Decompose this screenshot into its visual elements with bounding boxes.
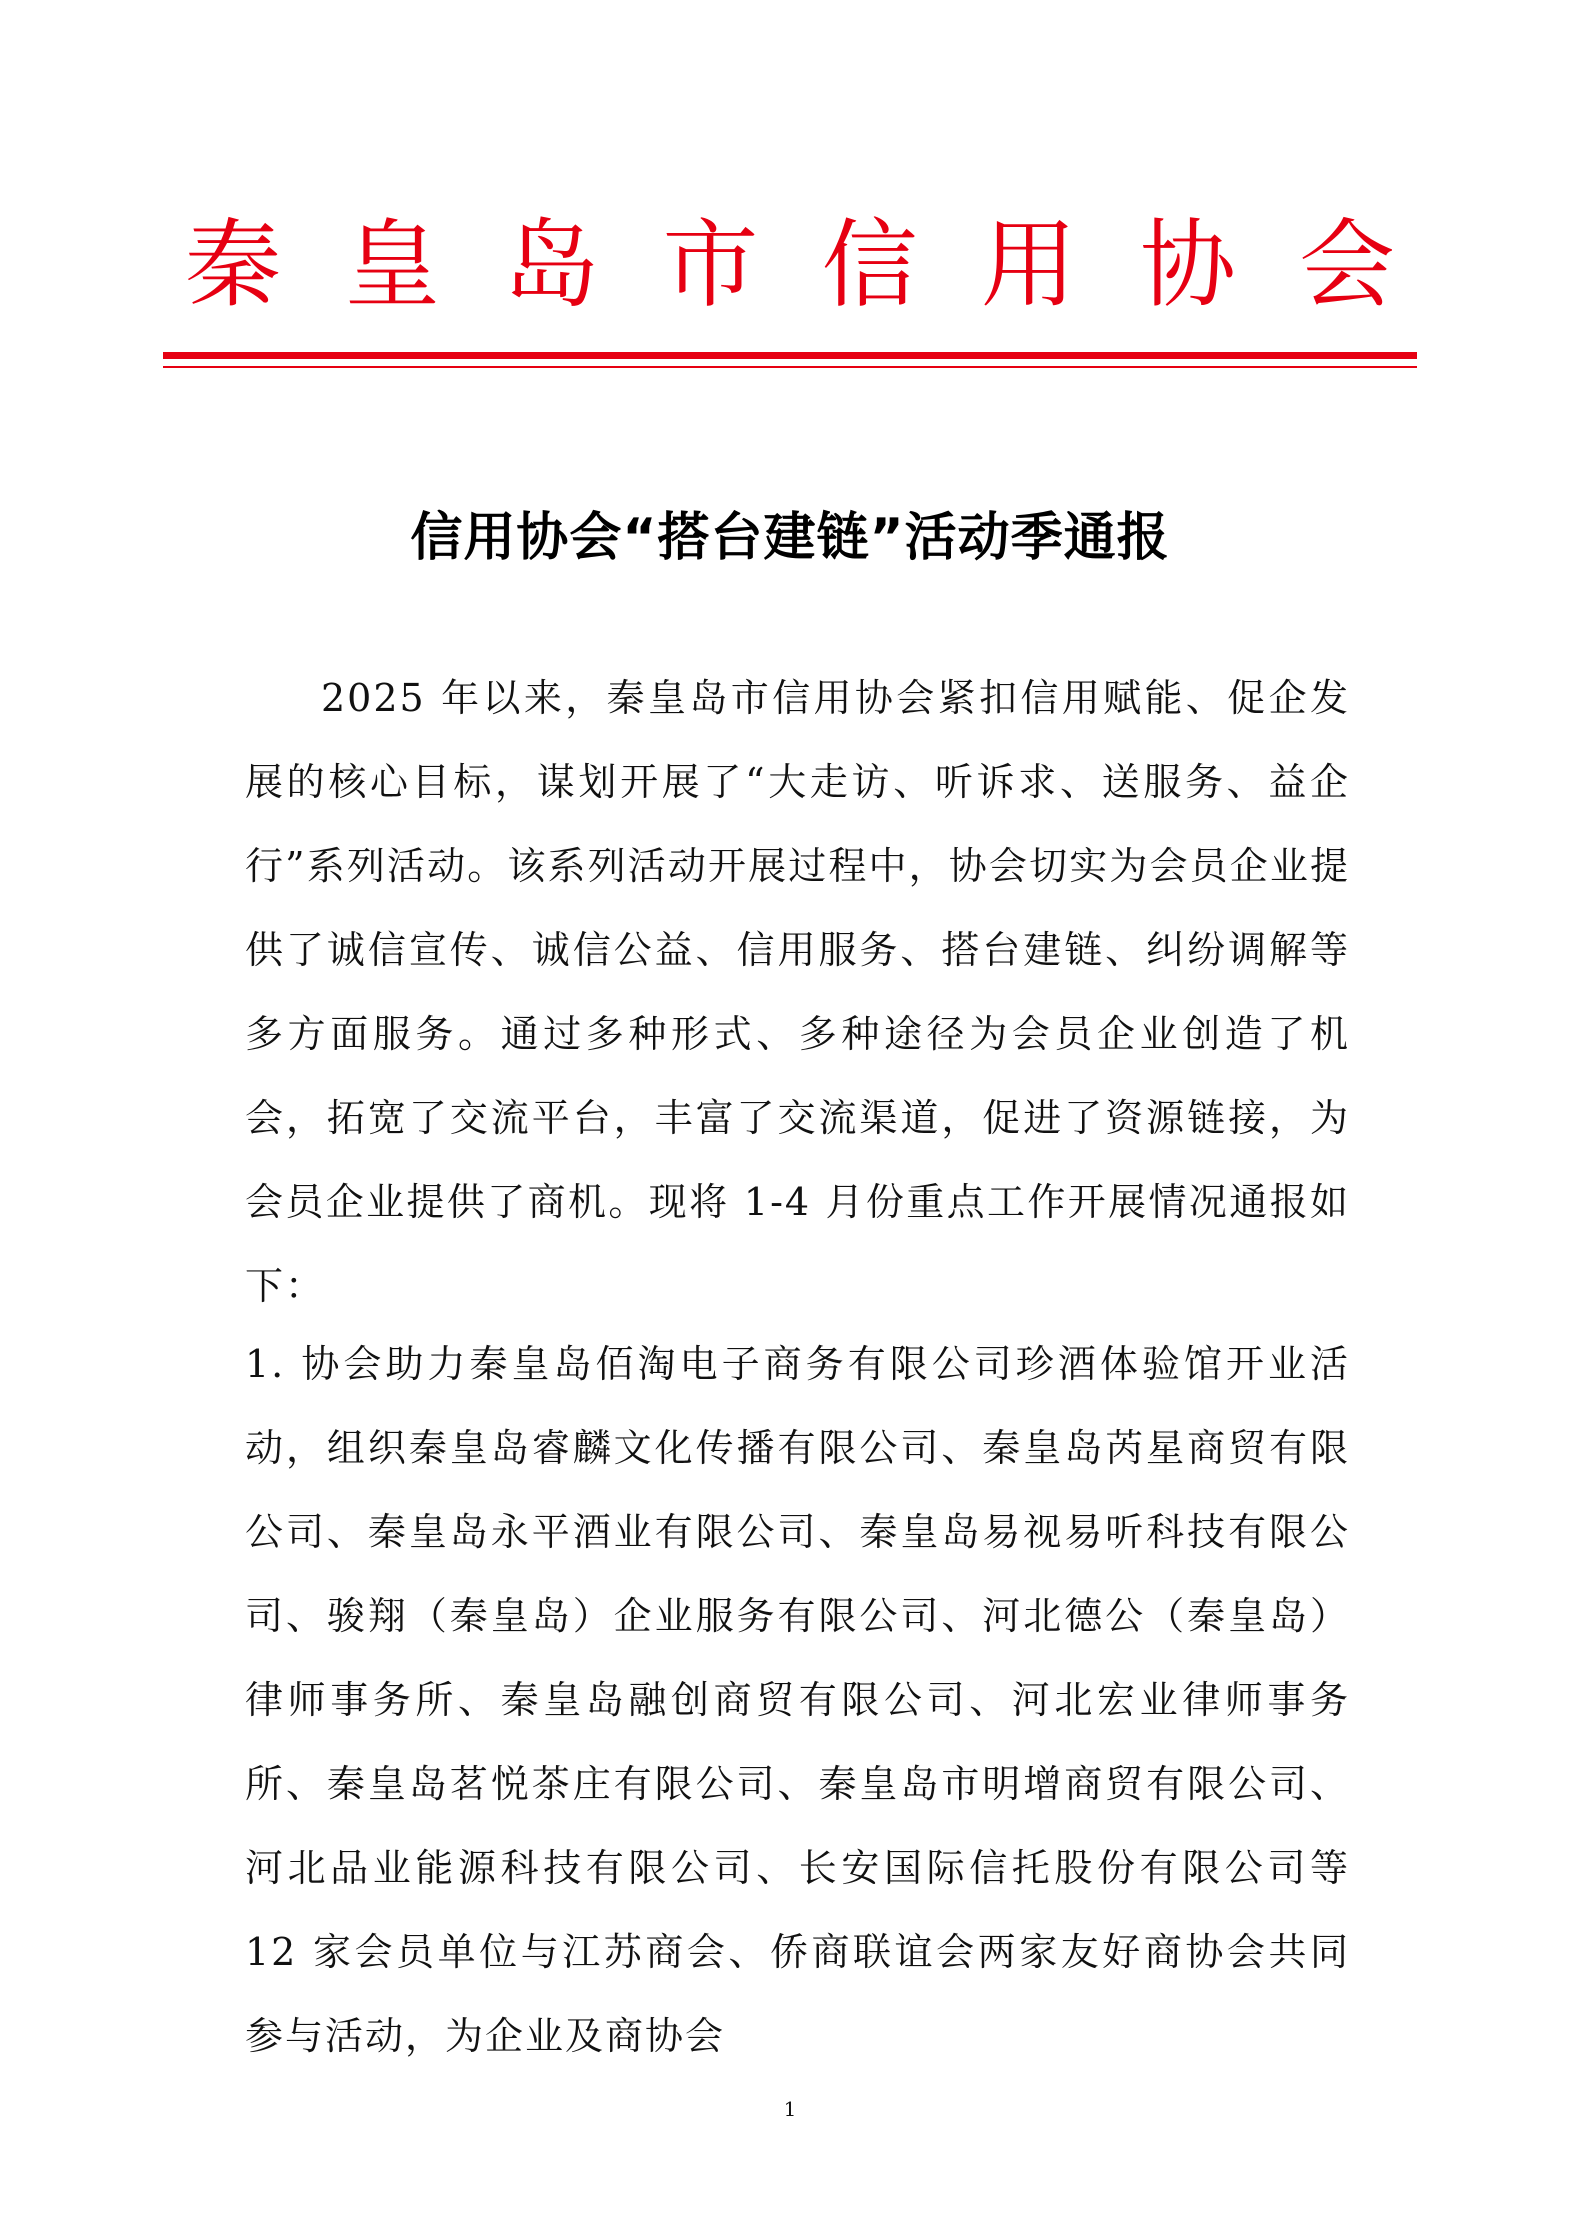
document-title: 信用协会“搭台建链”活动季通报 xyxy=(410,507,1170,568)
masthead-char: 秦 xyxy=(185,209,281,321)
page-number: 1 xyxy=(783,2097,797,2121)
masthead-char: 协 xyxy=(1139,209,1236,321)
masthead-divider-thin xyxy=(163,366,1417,368)
masthead-char: 信 xyxy=(821,209,918,321)
masthead-char: 岛 xyxy=(503,209,600,321)
masthead-char: 市 xyxy=(662,209,759,321)
masthead-organization-name xyxy=(163,205,1417,325)
item-1-paragraph: 1. 协会助力秦皇岛佰淘电子商务有限公司珍酒体验馆开业活动，组织秦皇岛睿麟文化传播有限公司、秦皇岛芮星商贸有限公司、秦皇岛永平酒业有限公司、秦皇岛易视易听科技有限公司、骏翔（秦皇岛）企业服务有限公司、河北德公（秦皇岛）律师事务所、秦皇岛融创商贸有限公司、河北宏业律师事务所、秦皇岛茗悦茶庄有限公司、秦皇岛市明增商贸有限公司、河北品业能源科技有限公司、长安国际信托股份有限公司等 12 家会员单位与江苏商会、侨商联谊会两家友好商协会共同参与活动，为企业及商协会 xyxy=(245,1342,1350,2058)
intro-paragraph: 2025 年以来，秦皇岛市信用协会紧扣信用赋能、促企发展的核心目标，谋划开展了“大走访、听诉求、送服务、益企行”系列活动。该系列活动开展过程中，协会切实为会员企业提供了诚信宣传、诚信公益、信用服务、搭台建链、纠纷调解等多方面服务。通过多种形式、多种途径为会员企业创造了机会，拓宽了交流平台，丰富了交流渠道，促进了资源链接，为会员企业提供了商机。现将 1-4 月份重点工作开展情况通报如下： xyxy=(245,676,1350,1308)
masthead-divider-thick xyxy=(163,352,1417,359)
masthead-char: 皇 xyxy=(344,209,441,321)
masthead-char: 会 xyxy=(1298,209,1395,321)
masthead-char: 用 xyxy=(980,209,1077,321)
